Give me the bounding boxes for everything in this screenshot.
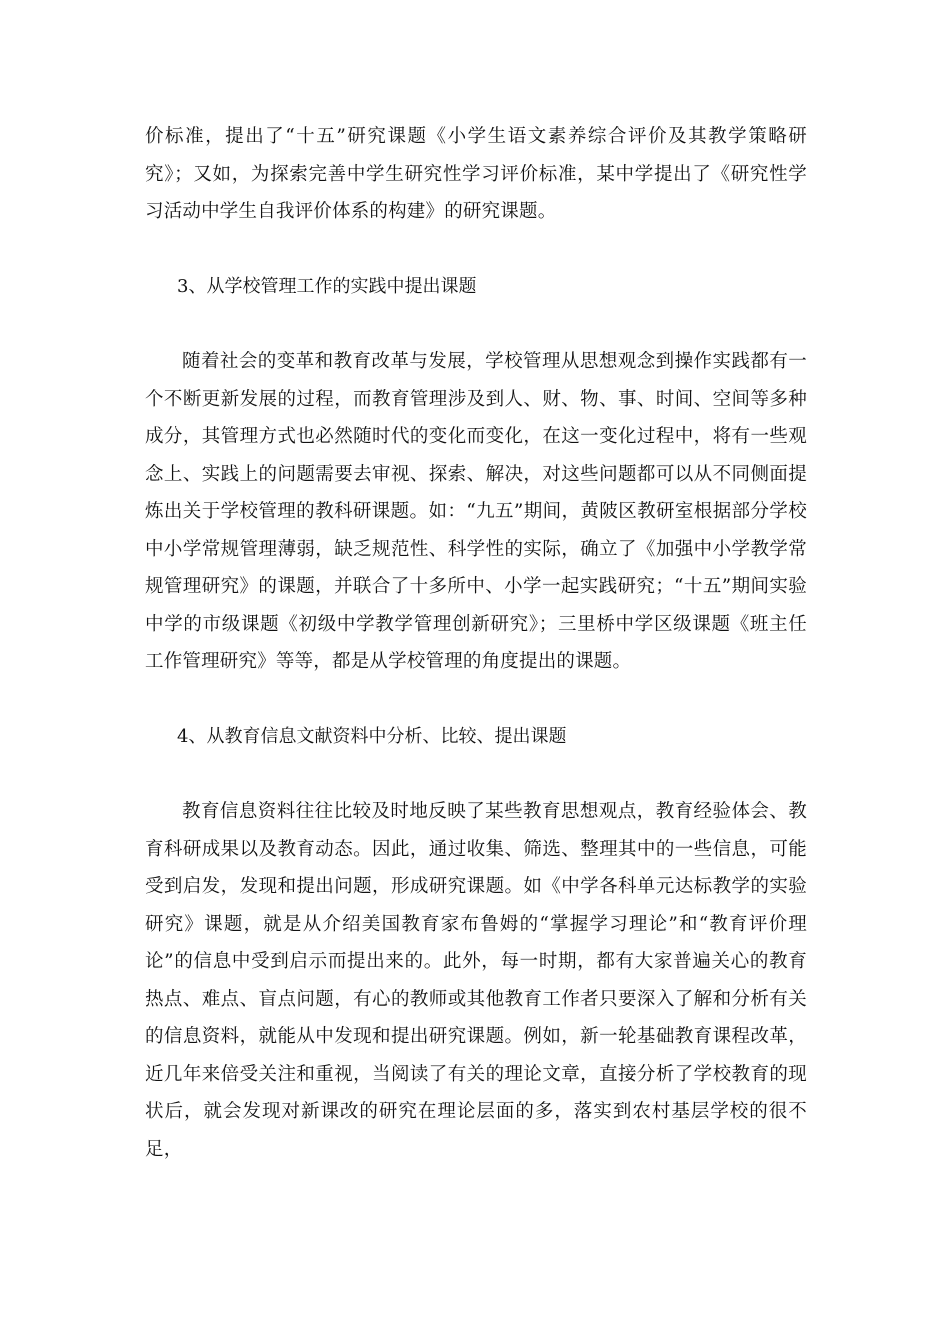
paragraph-spacer xyxy=(145,306,807,344)
paragraph-information-literature: 教育信息资料往往比较及时地反映了某些教育思想观点，教育经验体会、教育科研成果以及教育动态。因此，通过收集、筛选、整理其中的一些信息，可能受到启发，发现和提出问题，形成研究课题。如《中学各科单元达标教学的实验研究》课题，就是从介绍美国教育家布鲁姆的“掌握学习理论”和“教育评价理论”的信息中受到启示而提出来的。此外，每一时期，都有大家普遍关心的教育热点、难点、盲点问题，有心的教师或其他教育工作者只要深入了解和分析有关的信息资料，就能从中发现和提出研究课题。例如，新一轮基础教育课程改革，近几年来倍受关注和重视，当阅读了有关的理论文章，直接分析了学校教育的现状后，就会发现对新课改的研究在理论层面的多，落实到农村基层学校的很不足， xyxy=(145,801,807,1160)
paragraph-spacer xyxy=(145,231,807,269)
section-heading-3: 3、从学校管理工作的实践中提出课题 xyxy=(177,276,477,297)
paragraph-spacer xyxy=(145,756,807,794)
section-heading-4: 4、从教育信息文献资料中分析、比较、提出课题 xyxy=(177,726,567,747)
paragraph-spacer xyxy=(145,681,807,719)
document-body xyxy=(145,118,807,1168)
paragraph-continued: 价标准，提出了“十五”研究课题《小学生语文素养综合评价及其教学策略研究》；又如，为探索完善中学生研究性学习评价标准，某中学提出了《研究性学习活动中学生自我评价体系的构建》的研究课题。 xyxy=(145,126,807,222)
paragraph-school-management: 随着社会的变革和教育改革与发展，学校管理从思想观念到操作实践都有一个不断更新发展的过程，而教育管理涉及到人、财、物、事、时间、空间等多种成分，其管理方式也必然随时代的变化而变化，在这一变化过程中，将有一些观念上、实践上的问题需要去审视、探索、解决，对这些问题都可以从不同侧面提炼出关于学校管理的教科研课题。如：“九五”期间，黄陂区教研室根据部分学校中小学常规管理薄弱，缺乏规范性、科学性的实际，确立了《加强中小学教学常规管理研究》的课题，并联合了十多所中、小学一起实践研究；“十五”期间实验中学的市级课题《初级中学教学管理创新研究》；三里桥中学区级课题《班主任工作管理研究》等等，都是从学校管理的角度提出的课题。 xyxy=(145,351,807,672)
